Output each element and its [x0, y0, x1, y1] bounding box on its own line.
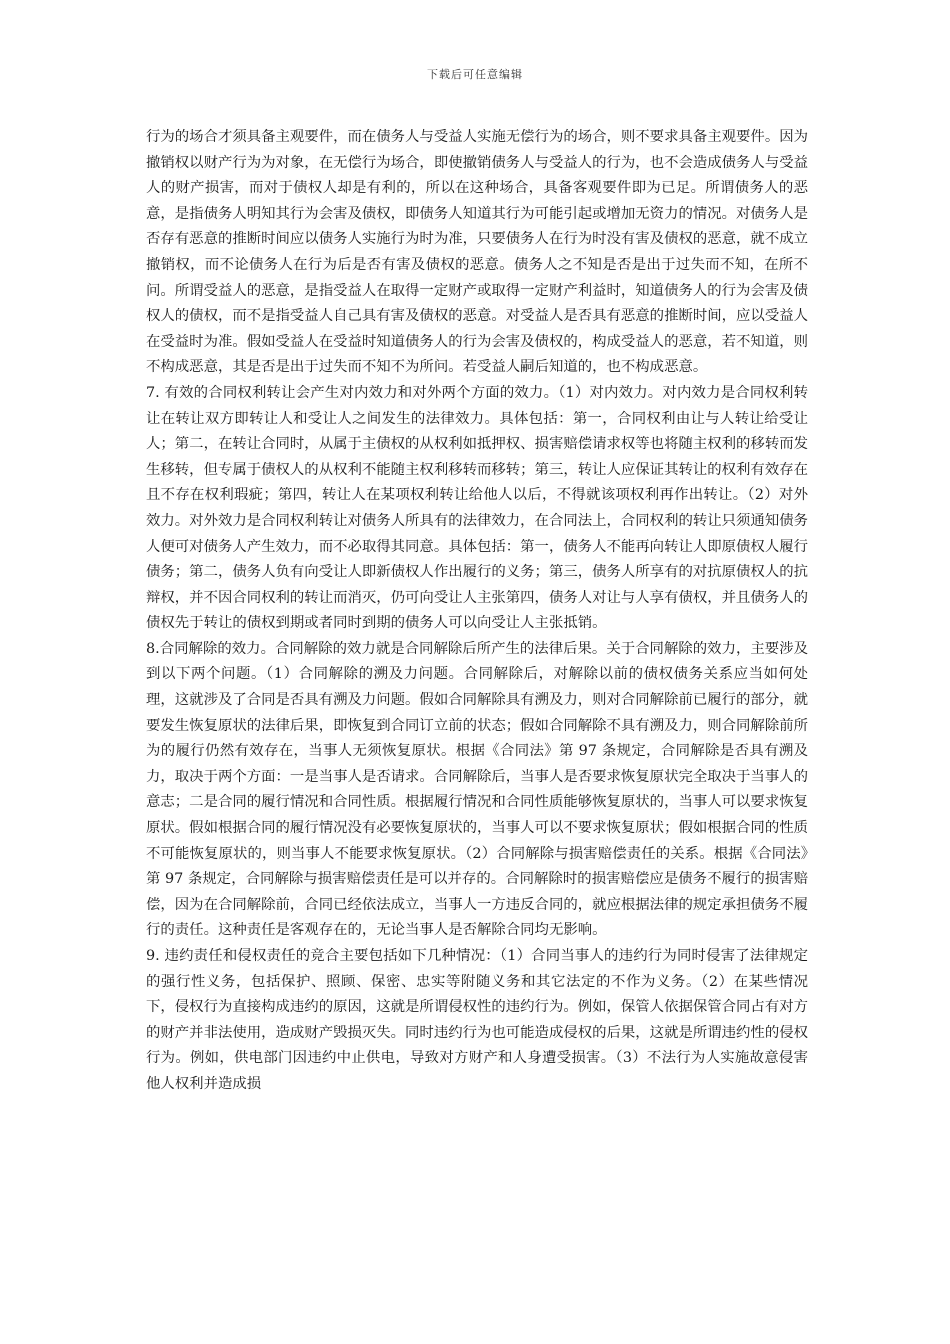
paragraph-8-rescission-effect: 8.合同解除的效力。合同解除的效力就是合同解除后所产生的法律后果。关于合同解除的效力，主要涉及到以下两个问题。（1）合同解除的溯及力问题。合同解除后，对解除以前的债权债务关系应当如何处理，这就涉及了合同是否具有溯及力问题。假如合同解除具有溯及力，则对合同解除前已履行的部分，就要发生恢复原状的法律后果，即恢复到合同订立前的状态；假如合同解除不具有溯及力，则合同解除前所为的履行仍然有效存在，当事人无须恢复原状。根据《合同法》第 97 条规定，合同解除是否具有溯及力，取决于两个方面：一是当事人是否请求。合同解除后，当事人是否要求恢复原状完全取决于当事人的意志；二是合同的履行情况和合同性质。根据履行情况和合同性质能够恢复原状的，当事人可以要求恢复原状。假如根据合同的履行情况没有必要恢复原状的，当事人可以不要求恢复原状；假如根据合同的性质不可能恢复原状的，则当事人不能要求恢复原状。（2）合同解除与损害赔偿责任的关系。根据《合同法》第 97 条规定，合同解除与损害赔偿责任是可以并存的。合同解除时的损害赔偿应是债务不履行的损害赔偿，因为在合同解除前，合同已经依法成立，当事人一方违反合同的，就应根据法律的规定承担债务不履行的责任。这种责任是客观存在的，无论当事人是否解除合同均无影响。: [146, 640, 808, 939]
paragraph-7-assignment-effect: 7. 有效的合同权利转让会产生对内效力和对外两个方面的效力。（1）对内效力。对内效力是合同权利转让在转让双方即转让人和受让人之间发生的法律效力。具体包括：第一，合同权利由让与人转让给受让人；第二，在转让合同时，从属于主债权的从权利如抵押权、损害赔偿请求权等也将随主权利的移转而发生移转，但专属于债权人的从权利不能随主权利移转而移转；第三，转让人应保证其转让的权利有效存在且不存在权利瑕疵；第四，转让人在某项权利转让给他人以后，不得就该项权利再作出转让。（2）对外效力。对外效力是合同权利转让对债务人所具有的法律效力，在合同法上，合同权利的转让只须通知债务人便可对债务人产生效力，而不必取得其同意。具体包括：第一，债务人不能再向转让人即原债权人履行债务；第二，债务人负有向受让人即新债权人作出履行的义务；第三，债务人所享有的对抗原债权人的抗辩权，并不因合同权利的转让而消灭，仍可向受让人主张第四，债务人对让与人享有债权，并且债务人的债权先于转让的债权到期或者同时到期的债务人可以向受让人主张抵销。: [146, 384, 808, 632]
paragraph-9-liability-concurrence: 9. 违约责任和侵权责任的竞合主要包括如下几种情况：（1）合同当事人的违约行为同时侵害了法律规定的强行性义务，包括保护、照顾、保密、忠实等附随义务和其它法定的不作为义务。（2）在某些情况下，侵权行为直接构成违约的原因，这就是所谓侵权性的违约行为。例如，保管人依据保管合同占有对方的财产并非法使用，造成财产毁损灭失。同时违约行为也可能造成侵权的后果，这就是所谓违约性的侵权行为。例如，供电部门因违约中止供电，导致对方财产和人身遭受损害。（3）不法行为人实施故意侵害他人权利并造成损: [146, 948, 808, 1092]
page-header: 下载后可任意编辑: [427, 68, 523, 81]
paragraph-subjective-elements: 行为的场合才须具备主观要件，而在债务人与受益人实施无偿行为的场合，则不要求具备主观要件。因为撤销权以财产行为为对象，在无偿行为场合，即使撤销债务人与受益人的行为，也不会造成债务人与受益人的财产损害，而对于债权人却是有利的，所以在这种场合，具备客观要件即为已足。所谓债务人的恶意，是指债务人明知其行为会害及债权，即债务人知道其行为可能引起或增加无资力的情况。对债务人是否存有恶意的推断时间应以债务人实施行为时为准，只要债务人在行为时没有害及债权的恶意，就不成立撤销权，而不论债务人在行为后是否有害及债权的恶意。债务人之不知是否是出于过失而不知，在所不问。所谓受益人的恶意，是指受益人在取得一定财产或取得一定财产利益时，知道债务人的行为会害及债权人的债权，而不是指受益人自己具有害及债权的恶意。对受益人是否具有恶意的推断时间，应以受益人在受益时为准。假如受益人在受益时知道债务人的行为会害及债权的，构成受益人的恶意，若不知道，则不构成恶意，其是否是出于过失而不知不为所问。若受益人嗣后知道的，也不构成恶意。: [146, 129, 808, 376]
document-body: [146, 125, 808, 1098]
